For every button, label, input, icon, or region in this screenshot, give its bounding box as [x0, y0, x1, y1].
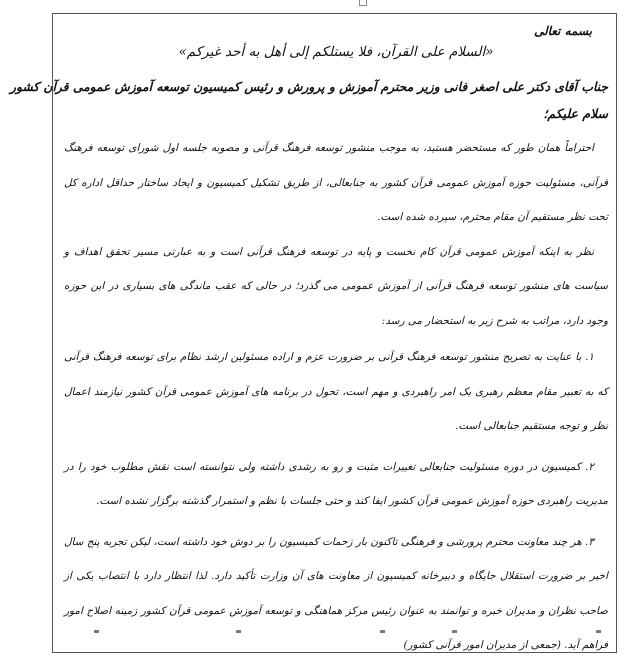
page-top-marker — [359, 0, 367, 6]
paragraph-context: نظر به اینکه آموزش عمومی قرآن کام نخست و پایه در توسعه فرهنگ قرآنی است و به عبارتی مسیر تحقق اهداف و سیاست های منشور توسعه فرهنگ قرآنی از آموزش عمومی می گذرد؛ در حالی که عقب ماندگی های بسیاری در این حوزه وجود دارد، مراتب به شرح زیر به استحضار می رسد: — [64, 245, 608, 327]
letter-document — [10, 24, 608, 663]
page-edge-mark — [94, 630, 99, 633]
greeting-line: سلام علیکم؛ — [543, 106, 608, 121]
page-edge-mark — [236, 630, 241, 633]
addressee-line: جناب آقای دکتر علی اصغر فانی وزیر محترم آموزش و پرورش و رئیس کمیسیون توسعه آموزش عمومی قرآن کشور — [10, 79, 608, 94]
page-edge-mark — [380, 630, 385, 633]
paragraph-item-2: ۲. کمیسیون در دوره مسئولیت جنابعالی تغییرات مثبت و رو به رشدی داشته ولی نتوانسته است نقش مطلوب خود را در مدیریت راهبردی حوزه آموزش عمومی قرآن کشور ایفا کند و حتی جلسات با نظم و استمرار گذشته برگزار نشده است. — [64, 460, 608, 507]
basmala-heading: بسمه تعالی — [533, 24, 592, 38]
paragraph-item-3: ۳. هر چند معاونت محترم پرورشی و فرهنگی تاکنون بار زحمات کمیسیون را بر دوش خود داشته است، لیکن تجربه پنج سال اخیر بر ضرورت استقلال جایگاه و دبیرخانه کمیسیون از معاونت های آن وزارت تأکید دارد. لذا انتظار دارد با انتصاب یکی از صاحب نظران و مدیران خبره و توانمند به عنوان رئیس مرکز هماهنگی و توسعه آموزش عمومی قرآن کشور زمینه اصلاح امور فراهم آید. (جمعی از مدیران امور قرآنی کشور) — [64, 535, 608, 651]
page-edge-mark — [596, 630, 601, 633]
quote-line: «السلام علی القرآن، فلا يستلكم إلى أهل به أحد غيركم» — [178, 44, 494, 60]
paragraph-intro: احتراماً همان طور که مستحضر هستید، به موجب منشور توسعه فرهنگ قرآنی و مصوبه جلسه اول شورای توسعه فرهنگ قرآنی، مسئولیت حوزه آموزش عمومی قرآن کشور به جنابعالی، از طریق تشکیل کمیسیون و ایجاد ساختار حداقل اداره کل تحت نظر مستقیم آن مقام محترم، سپرده شده است. — [64, 142, 608, 223]
paragraph-item-1: ۱. با عنایت به تصریح منشور توسعه فرهنگ قرآنی بر ضرورت عزم و اراده مسئولین ارشد نظام برای توسعه فرهنگ قرآنی که به تعبیر مقام معظم رهبری یک امر راهبردی و مهم است، تحول در برنامه های آموزش عمومی قرآن کشور نیازمند اعمال نظر و توجه مستقیم جنابعالی است. — [64, 351, 608, 432]
page-edge-mark — [452, 630, 457, 633]
